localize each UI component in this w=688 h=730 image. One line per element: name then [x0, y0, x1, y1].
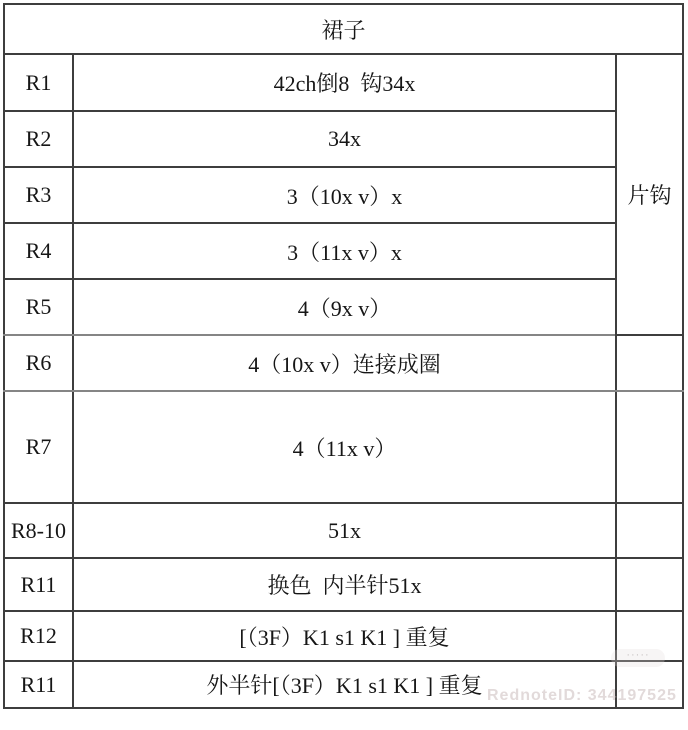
row-content: 4（9x v） [73, 279, 616, 335]
method-cell-empty [616, 558, 683, 611]
row-label: R2 [4, 111, 73, 167]
row-label: R5 [4, 279, 73, 335]
row-label: R8-10 [4, 503, 73, 558]
table-row [4, 611, 683, 661]
row-label: R1 [4, 54, 73, 111]
method-cell-empty [616, 503, 683, 558]
row-content: 3（10x v）x [73, 167, 616, 223]
row-content: 51x [73, 503, 616, 558]
row-label: R11 [4, 661, 73, 708]
row-label: R3 [4, 167, 73, 223]
row-content: 外半针[（3F）K1 s1 K1 ] 重复 [73, 661, 616, 708]
row-content: 42ch倒8 钩34x [73, 54, 616, 111]
row-label: R4 [4, 223, 73, 279]
method-cell: 片钩 [616, 54, 683, 335]
table-row [4, 279, 683, 335]
row-content: 3（11x v）x [73, 223, 616, 279]
row-content: [（3F）K1 s1 K1 ] 重复 [73, 611, 616, 661]
method-cell-empty [616, 335, 683, 391]
table-row [4, 558, 683, 611]
table-row [4, 223, 683, 279]
method-cell-empty [616, 391, 683, 503]
title-row [4, 4, 683, 54]
row-content: 4（10x v）连接成圈 [73, 335, 616, 391]
table-row [4, 503, 683, 558]
table-row [4, 391, 683, 503]
row-label: R7 [4, 391, 73, 503]
table-row [4, 54, 683, 111]
table-row [4, 335, 683, 391]
watermark-blob: ····· [611, 649, 665, 667]
watermark-id-text: RednoteID: 344197525 [487, 687, 677, 704]
row-content: 34x [73, 111, 616, 167]
crochet-pattern-table [3, 3, 684, 709]
table-row [4, 167, 683, 223]
row-label: R11 [4, 558, 73, 611]
row-label: R6 [4, 335, 73, 391]
method-cell-empty [616, 611, 683, 661]
method-cell-empty [616, 661, 683, 708]
table-title: 裙子 [4, 4, 683, 54]
table-row [4, 111, 683, 167]
row-label: R12 [4, 611, 73, 661]
row-content: 4（11x v） [73, 391, 616, 503]
row-content: 换色 内半针51x [73, 558, 616, 611]
table-row [4, 661, 683, 708]
